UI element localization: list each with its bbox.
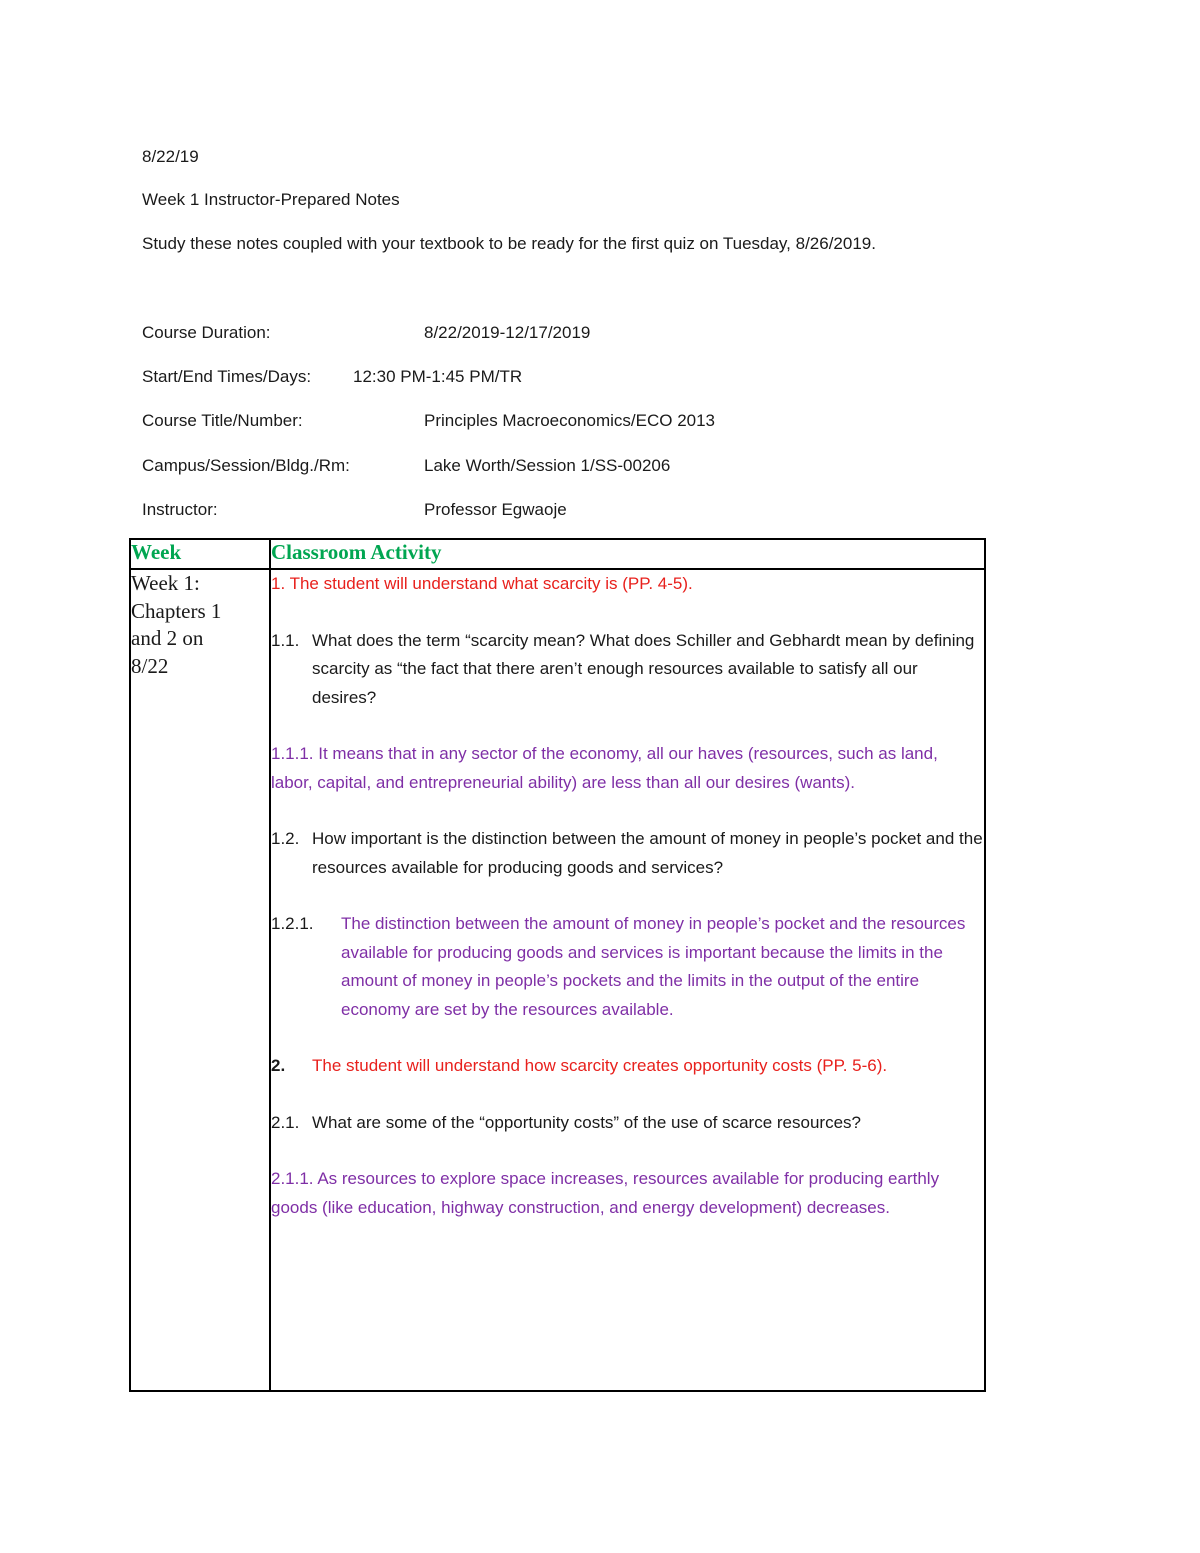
activity-table — [129, 538, 986, 1392]
times-value: 12:30 PM-1:45 PM/TR — [353, 367, 523, 386]
objective-2 — [271, 1052, 984, 1081]
objective-2-text: The student will understand how scarcity creates opportunity costs (PP. 5-6). — [312, 1056, 888, 1075]
table-row — [130, 569, 985, 1391]
question-1-2-number: 1.2. — [271, 829, 300, 848]
times-label: Start/End Times/Days: — [142, 367, 312, 386]
answer-1-2-1-text: The distinction between the amount of money in people’s pocket and the resources available for producing goods and services is important because the limits in the amount of money in people’s pockets and the limits in the output of the entire economy are set by the resources available. — [341, 914, 966, 1019]
question-1-1-number: 1.1. — [271, 630, 300, 650]
week-cell-line: and 2 on — [131, 626, 204, 650]
notes-title: Week 1 Instructor-Prepared Notes — [142, 190, 400, 209]
week-cell-line: Chapters 1 — [131, 598, 222, 623]
answer-1-1-1: 1.1.1. It means that in any sector of the economy, all our haves (resources, such as land, labor, capital, and entrepreneurial ability) are less than all our desires (wants). — [271, 744, 938, 792]
objective-2-number: 2. — [271, 1056, 286, 1075]
activity-cell — [270, 569, 985, 1391]
question-1-1 — [271, 627, 984, 713]
question-2-1-text: What are some of the “opportunity costs” of the use of scarce resources? — [312, 1112, 861, 1132]
week-cell-line: 8/22 — [131, 653, 169, 678]
answer-1-2-1 — [271, 910, 984, 1024]
course-duration-value: 8/22/2019-12/17/2019 — [424, 323, 591, 342]
question-1-2 — [271, 825, 984, 882]
answer-1-2-1-number: 1.2.1. — [271, 914, 314, 933]
campus-label: Campus/Session/Bldg./Rm: — [142, 456, 350, 475]
course-duration-label: Course Duration: — [142, 323, 271, 342]
week-cell-line: Week 1: — [131, 571, 200, 595]
week-column-header: Week — [130, 539, 270, 569]
question-1-1-text: What does the term “scarcity mean? What does Schiller and Gebhardt mean by defining scarcity as “the fact that there aren’t enough resources available to satisfy all our desires? — [312, 630, 975, 707]
campus-value: Lake Worth/Session 1/SS-00206 — [424, 456, 671, 475]
objective-1: 1. The student will understand what scarcity is (PP. 4-5). — [271, 574, 693, 593]
answer-2-1-1: 2.1.1. As resources to explore space increases, resources available for producing earthly goods (like education, highway construction, and energy development) decreases. — [271, 1169, 940, 1217]
week-cell — [130, 569, 270, 1391]
study-instructions: Study these notes coupled with your textbook to be ready for the first quiz on Tuesday, 8/26/2019. — [142, 234, 876, 253]
question-2-1 — [271, 1109, 984, 1138]
question-1-2-text: How important is the distinction between the amount of money in people’s pocket and the resources available for producing goods and services? — [312, 829, 983, 877]
course-title-label: Course Title/Number: — [142, 411, 303, 430]
course-title-value: Principles Macroeconomics/ECO 2013 — [424, 411, 716, 430]
instructor-label: Instructor: — [142, 500, 218, 519]
date: 8/22/19 — [142, 147, 199, 166]
instructor-value: Professor Egwaoje — [424, 500, 567, 519]
question-2-1-number: 2.1. — [271, 1112, 300, 1132]
activity-column-header: Classroom Activity — [270, 539, 985, 569]
table-header-row — [130, 539, 985, 569]
